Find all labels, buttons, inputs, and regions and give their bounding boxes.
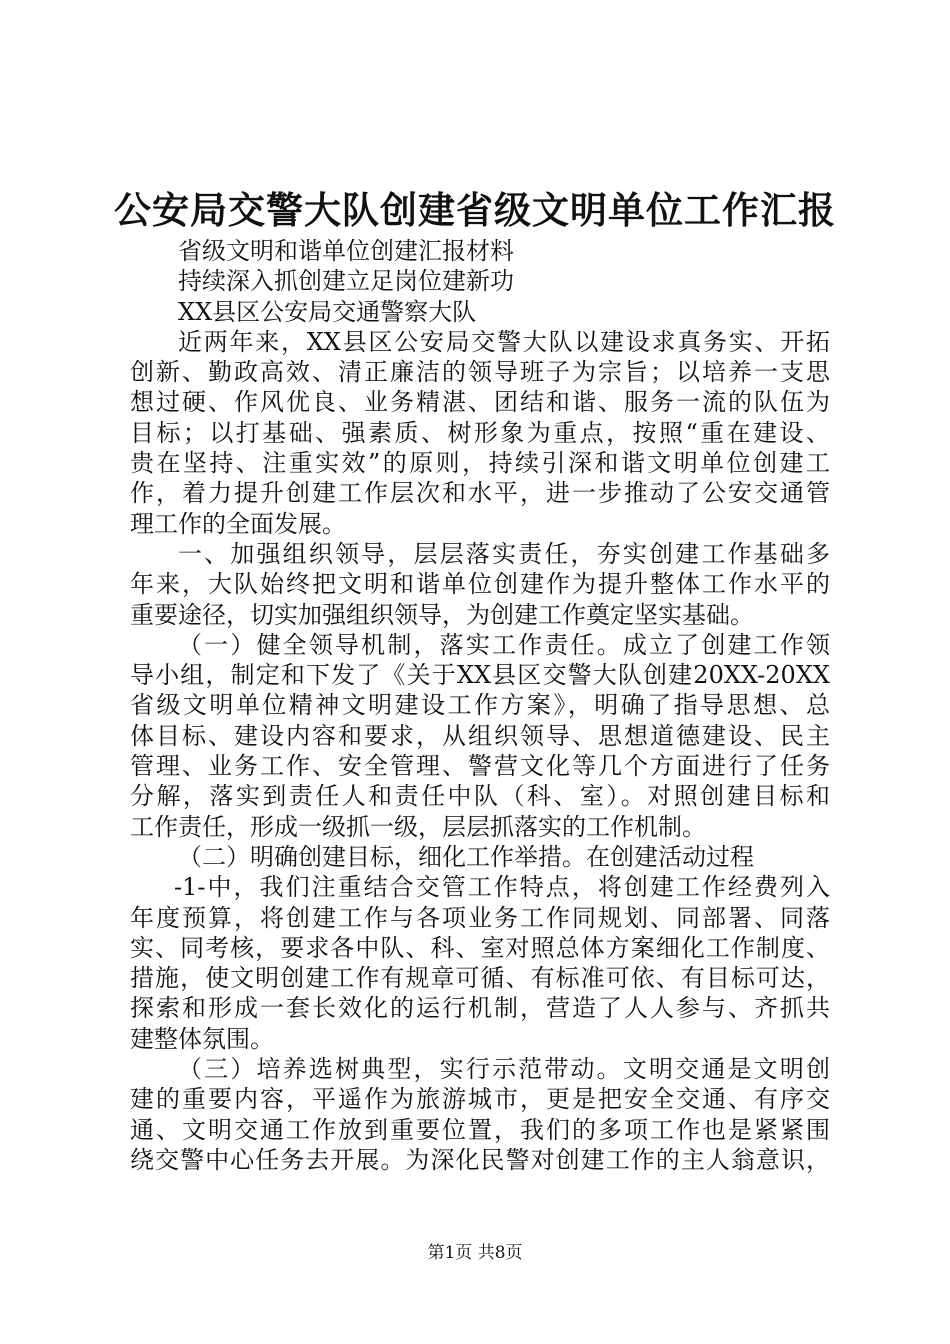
text-line: 实、同考核，要求各中队、科、室对照总体方案细化工作制度、 (130, 933, 830, 962)
text-line: 年来，大队始终把文明和谐单位创建作为提升整体工作水平的 (130, 570, 830, 599)
text-line: 分解，落实到责任人和责任中队（科、室）。对照创建目标和 (130, 782, 830, 811)
text-line: 创新、勤政高效、清正廉洁的领导班子为宗旨；以培养一支思 (130, 358, 830, 387)
text-line: 建整体氛围。 (130, 1024, 274, 1053)
text-line: 建的重要内容，平遥作为旅游城市，更是把安全交通、有序交 (130, 1085, 830, 1114)
text-line: 工作责任，形成一级抓一级，层层抓落实的工作机制。 (130, 812, 706, 841)
text-line: 理工作的全面发展。 (130, 509, 346, 538)
text-line: 导小组，制定和下发了《关于XX县区交警大队创建20XX-20XX (130, 661, 830, 690)
text-line: 近两年来，XX县区公安局交警大队以建设求真务实、开拓 (178, 327, 830, 356)
text-line: 作，着力提升创建工作层次和水平，进一步推动了公安交通管 (130, 479, 830, 508)
text-line: 年度预算，将创建工作与各项业务工作同规划、同部署、同落 (130, 903, 830, 932)
text-line: 持续深入抓创建立足岗位建新功 (178, 267, 514, 296)
text-line: 贵在坚持、注重实效”的原则，持续引深和谐文明单位创建工 (130, 449, 830, 478)
text-line: （二）明确创建目标，细化工作举措。在创建活动过程 (178, 842, 754, 871)
text-line: 目标；以打基础、强素质、树形象为重点，按照“重在建设、 (130, 418, 830, 447)
page-footer: 第1页 共8页 (427, 1243, 523, 1263)
text-line: 想过硬、作风优良、业务精湛、团结和谐、服务一流的队伍为 (130, 388, 830, 417)
text-line: （三）培养选树典型，实行示范带动。文明交通是文明创 (178, 1055, 830, 1084)
text-line: 省级文明和谐单位创建汇报材料 (178, 237, 514, 265)
text-line: 探索和形成一套长效化的运行机制，营造了人人参与、齐抓共 (130, 994, 830, 1023)
document-body (130, 236, 830, 1175)
text-line: 绕交警中心任务去开展。为深化民警对创建工作的主人翁意识， (130, 1145, 830, 1174)
text-line: 重要途径，切实加强组织领导，为创建工作奠定坚实基础。 (130, 600, 754, 629)
text-line: （一）健全领导机制，落实工作责任。成立了创建工作领 (178, 630, 830, 659)
document-title: 公安局交警大队创建省级文明单位工作汇报 (114, 188, 836, 232)
text-line: 措施，使文明创建工作有规章可循、有标准可依、有目标可达， (130, 964, 830, 993)
text-line: 通、文明交通工作放到重要位置，我们的多项工作也是紧紧围 (130, 1115, 830, 1144)
text-line: 体目标、建设内容和要求，从组织领导、思想道德建设、民主 (130, 721, 830, 750)
text-line: -1-中，我们注重结合交管工作特点，将创建工作经费列入 (174, 873, 830, 902)
text-line: 省级文明单位精神文明建设工作方案》，明确了指导思想、总 (130, 691, 830, 720)
text-line: 一、加强组织领导，层层落实责任，夯实创建工作基础多 (178, 539, 830, 568)
text-line: XX县区公安局交通警察大队 (178, 297, 477, 326)
text-line: 管理、业务工作、安全管理、警营文化等几个方面进行了任务 (130, 752, 830, 781)
